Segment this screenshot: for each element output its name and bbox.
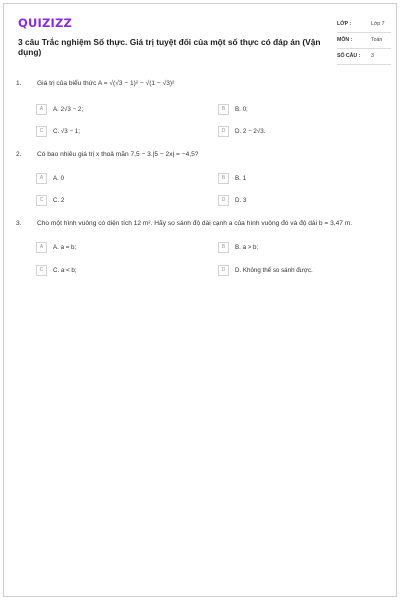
- option-text: A. 2√3 − 2;: [53, 106, 84, 113]
- option-letter: C: [36, 126, 47, 137]
- question-number: 3.: [16, 220, 22, 227]
- option-letter: A: [36, 104, 47, 115]
- option-text: A. 0: [53, 175, 65, 182]
- option-text: C. √3 − 1;: [53, 128, 80, 135]
- option-letter: B: [218, 242, 229, 253]
- option-text: D. 2 − 2√3.: [235, 128, 266, 135]
- question-number: 1.: [16, 80, 22, 87]
- question-text: Cho một hình vuông có diện tích 12 m². Hãy so sánh độ dài cạnh a của hình vuông đó và độ dài b = 3,47 m.: [37, 220, 353, 227]
- page-title: 3 câu Trắc nghiệm Số thực. Giá trị tuyệt đối của một số thực có đáp án (Vận dụng): [18, 37, 321, 57]
- question-text: Giá trị của biểu thức A = √(√3 − 1)² − √(1 − √3)²: [37, 80, 175, 87]
- option-letter: D: [218, 195, 229, 206]
- option-text: B. 0;: [235, 106, 248, 113]
- meta-value-count: 3: [371, 53, 374, 59]
- option-letter: A: [36, 242, 47, 253]
- option-text: C. a < b;: [53, 267, 77, 274]
- option-text: B. a > b;: [235, 244, 259, 251]
- option-letter: D: [218, 265, 229, 276]
- option-letter: B: [218, 104, 229, 115]
- meta-label-subject: MÔN :: [337, 37, 353, 43]
- option-letter: A: [36, 173, 47, 184]
- option-text: B. 1: [235, 175, 247, 182]
- meta-value-subject: Toán: [371, 37, 383, 43]
- quizizz-logo: QUIZIZZ: [18, 16, 73, 30]
- meta-row-class: [337, 18, 391, 33]
- option-text: D. 3: [235, 197, 247, 204]
- option-text: D. Không thể so sánh được.: [235, 267, 313, 274]
- option-letter: C: [36, 195, 47, 206]
- meta-label-count: SỐ CÂU :: [337, 53, 361, 59]
- option-letter: D: [218, 126, 229, 137]
- meta-value-class: Lớp 7: [371, 21, 385, 27]
- question-number: 2.: [16, 151, 22, 158]
- meta-panel: [337, 18, 391, 66]
- meta-row-count: [337, 50, 391, 65]
- meta-row-subject: [337, 34, 391, 49]
- option-letter: B: [218, 173, 229, 184]
- option-text: C. 2: [53, 197, 65, 204]
- meta-label-class: LỚP :: [337, 21, 352, 27]
- worksheet-page: [3, 3, 397, 597]
- option-letter: C: [36, 265, 47, 276]
- option-text: A. a = b;: [53, 244, 77, 251]
- question-text: Có bao nhiêu giá trị x thoả mãn 7,5 − 3.|5 − 2x| = −4,5?: [37, 151, 199, 158]
